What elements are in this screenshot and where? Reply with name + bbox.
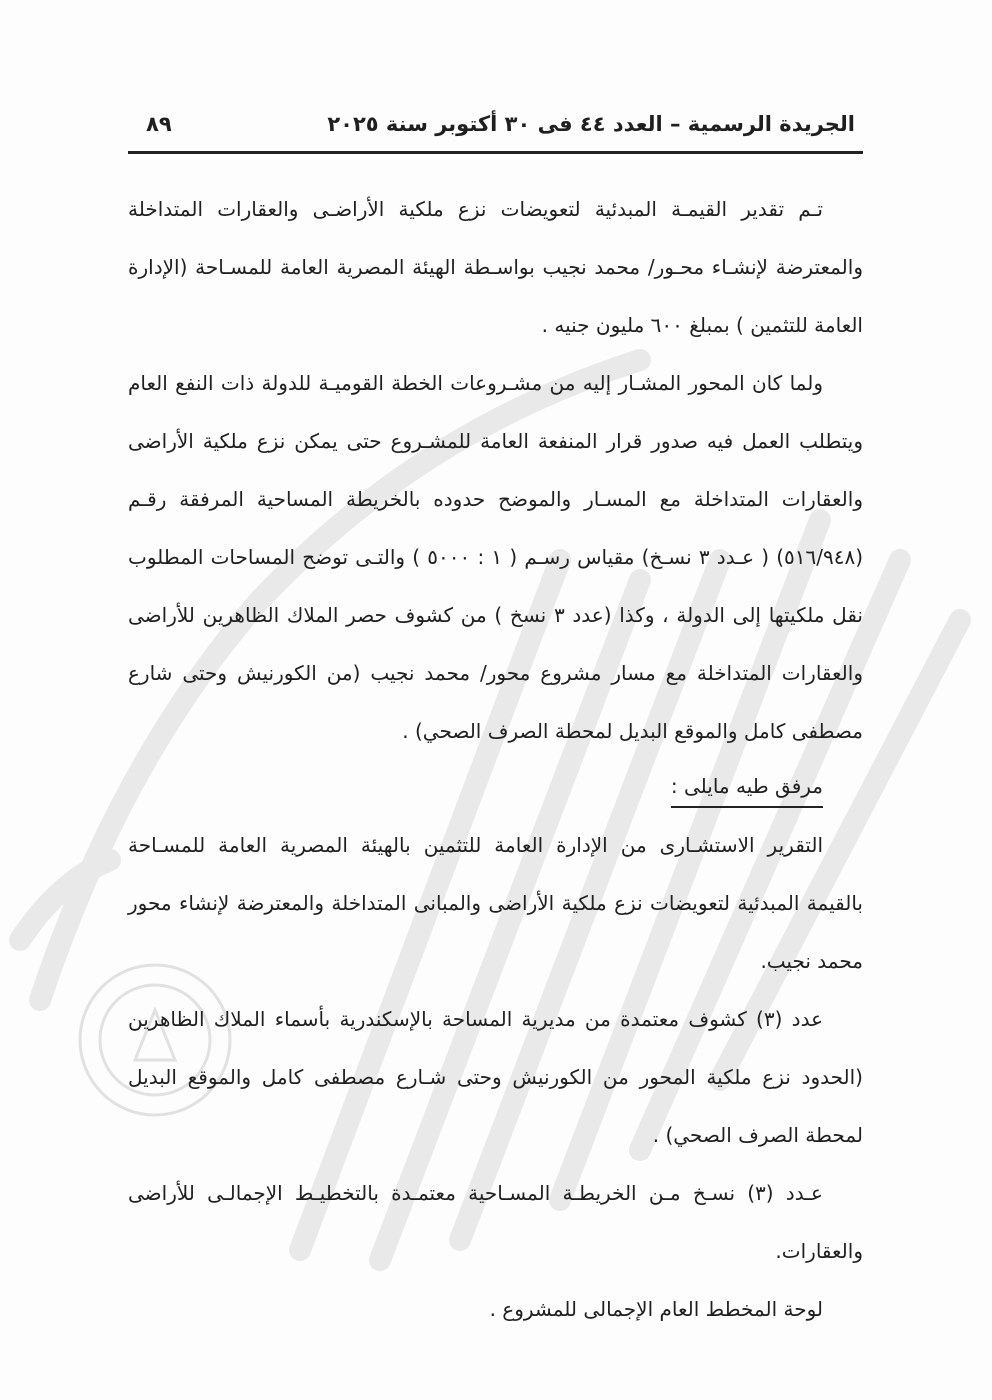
attachment-item-master-plan: لوحة المخطط العام الإجمالى للمشروع . — [489, 1297, 823, 1321]
attachments-heading-wrapper — [128, 760, 863, 816]
watermark-stroke — [20, 860, 110, 940]
attachment-item-consultancy-report: التقرير الاستشـارى من الإدارة العامة للتثمين بالهيئة المصرية العامة للمسـاحة بالقيمة المبدئية لتعويضات نزع ملكية الأراضى والمبانى المتداخلة والمعترضة لإنشاء محور محمد نجيب. — [128, 833, 863, 973]
paragraph-project-context: ولما كان المحور المشـار إليه من مشـروعات الخطة القوميـة للدولة ذات النفع العام ويتطلب العمل فيه صدور قرار المنفعة العامة للمشـروع حتى يمكن نزع ملكية الأراضى والعقارات المتداخلة مع المسـار والموضح حدوده بالخريطة المساحية المرفقة رقـم (٥١٦/٩٤٨) ( عـدد ٣ نسـخ) مقياس رسـم ( ١ : ٥٠٠٠ ) والتـى توضح المساحات المطلوب نقل ملكيتها إلى الدولة ، وكذا (عدد ٣ نسخ ) من كشوف حصر الملاك الظاهرين للأراضى والعقارات المتداخلة مع مسار مشروع محور/ محمد نجيب (من الكورنيش وحتى شارع مصطفى كامل والموقع البديل لمحطة الصرف الصحي) . — [128, 371, 864, 743]
attachments-heading: مرفق طيه مايلى : — [671, 766, 823, 808]
page-number: ٨٩ — [146, 112, 172, 136]
attachment-item-owner-lists: عدد (٣) كشوف معتمدة من مديرية المساحة بالإسكندرية بأسماء الملاك الظاهرين (الحدود نزع ملكية المحور من الكورنيش وحتى شـارع مصطفى كامل والموقع البديل لمحطة الصرف الصحي) . — [128, 1007, 863, 1147]
header-title: الجريدة الرسمية – العدد ٤٤ فى ٣٠ أكتوبر سنة ٢٠٢٥ — [327, 112, 855, 136]
document-body — [128, 180, 863, 1338]
attachment-item-maps: عـدد (٣) نسـخ مـن الخريطـة المسـاحية معتمـدة بالتخطيـط الإجمالـى للأراضى والعقارات. — [128, 1181, 863, 1263]
paragraph-valuation: تـم تقدير القيمـة المبدئية لتعويضات نزع ملكية الأراضـى والعقارات المتداخلة والمعترضة لإنشـاء محـور/ محمد نجيب بواسـطة الهيئة المصرية العامة للمسـاحة (الإدارة العامة للتثمين ) بمبلغ ٦٠٠ مليون جنيه . — [128, 197, 863, 337]
page-header — [128, 110, 863, 154]
